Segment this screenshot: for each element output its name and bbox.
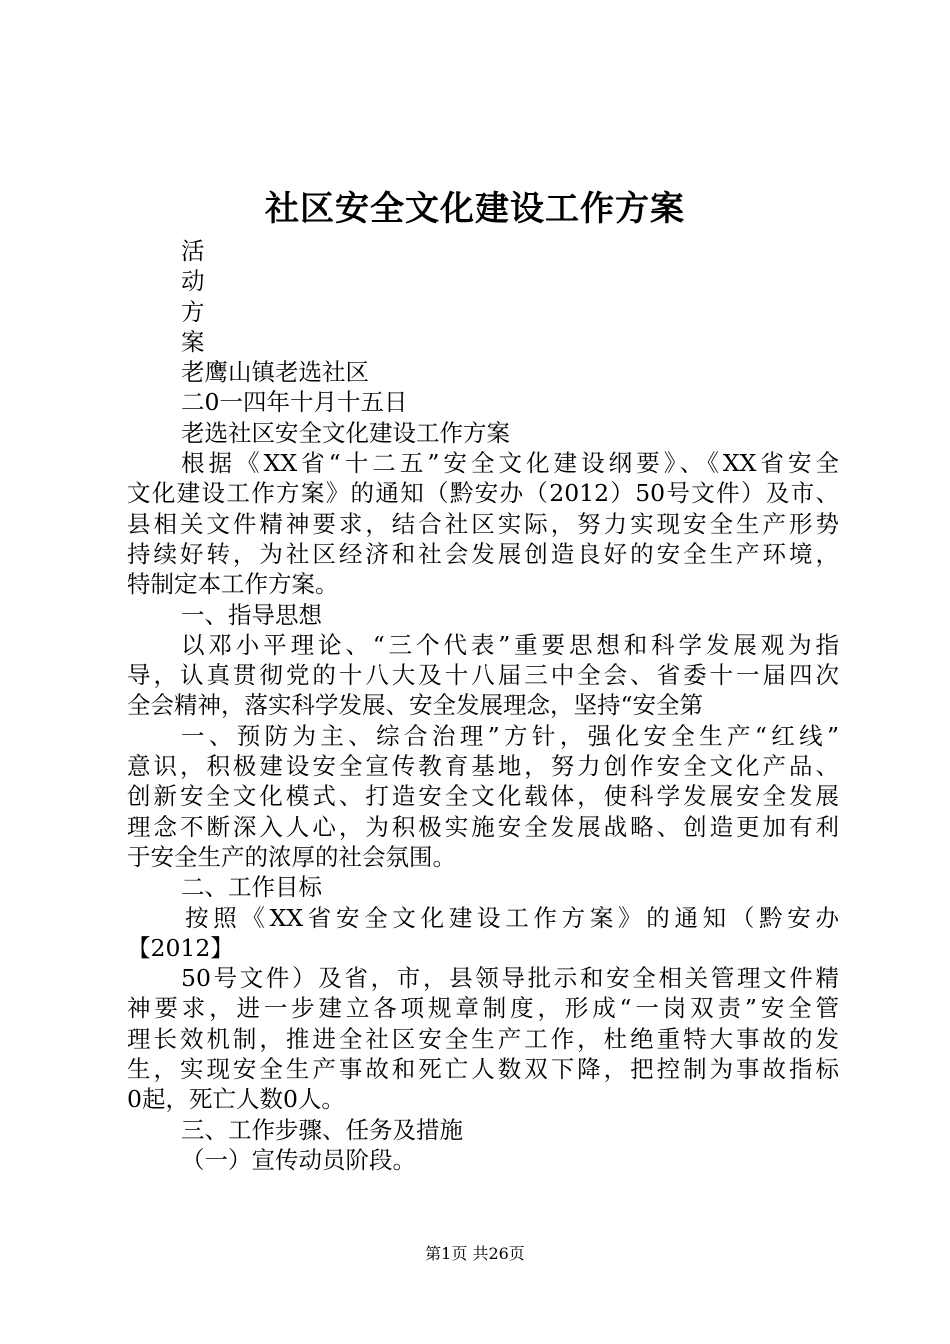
text-line: 特制定本工作方案。: [127, 570, 339, 599]
text-line: 老选社区安全文化建设工作方案: [181, 418, 510, 447]
text-line: 理长效机制，推进全社区安全生产工作，杜绝重特大事故的发: [127, 1024, 839, 1053]
document-title: 社区安全文化建设工作方案: [265, 189, 685, 229]
text-line: 持续好转，为社区经济和社会发展创造良好的安全生产环境，: [127, 539, 839, 568]
text-line: 导，认真贯彻党的十八大及十八届三中全会、省委十一届四次: [127, 661, 839, 690]
text-line: 文化建设工作方案》的通知（黔安办（2012）50号文件）及市、: [127, 479, 839, 508]
text-line: 二0一四年十月十五日: [181, 388, 408, 417]
text-line: 理念不断深入人心，为积极实施安全发展战略、创造更加有利: [127, 812, 839, 841]
text-line: 以邓小平理论、“三个代表”重要思想和科学发展观为指: [181, 630, 839, 659]
text-line: 神要求，进一步建立各项规章制度，形成“一岗双责”安全管: [127, 994, 839, 1023]
text-line: 按照《XX省安全文化建设工作方案》的通知（黔安办: [185, 903, 839, 932]
section-heading: 一、指导思想: [181, 600, 322, 629]
text-line: 老鹰山镇老选社区: [181, 358, 369, 387]
text-line: 全会精神，落实科学发展、安全发展理念，坚持“安全第: [127, 691, 704, 720]
text-line: （一）宣传动员阶段。: [181, 1145, 416, 1174]
text-line: 创新安全文化模式、打造安全文化载体，使科学发展安全发展: [127, 782, 839, 811]
section-heading: 二、工作目标: [181, 873, 322, 902]
text-line: 生，实现安全生产事故和死亡人数双下降，把控制为事故指标: [127, 1055, 839, 1084]
text-line: 活: [181, 237, 205, 265]
text-line: 0起，死亡人数0人。: [127, 1085, 345, 1114]
section-heading: 三、工作步骤、任务及措施: [181, 1115, 463, 1144]
text-line: 根据《XX省“十二五”安全文化建设纲要》、《XX省安全: [181, 449, 839, 478]
text-line: 于安全生产的浓厚的社会氛围。: [127, 842, 456, 871]
page-footer: 第1页 共26页: [425, 1244, 525, 1263]
text-line: 案: [181, 327, 205, 356]
text-line: 【2012】: [127, 933, 234, 962]
text-line: 方: [181, 297, 205, 326]
text-line: 动: [181, 267, 205, 296]
text-line: 50号文件）及省，市，县领导批示和安全相关管理文件精: [181, 964, 839, 993]
text-line: 县相关文件精神要求，结合社区实际，努力实现安全生产形势: [127, 509, 839, 538]
document-body: [127, 236, 839, 1175]
text-line: 意识，积极建设安全宣传教育基地，努力创作安全文化产品、: [127, 752, 839, 781]
text-line: 一、预防为主、综合治理”方针，强化安全生产“红线”: [181, 721, 839, 750]
